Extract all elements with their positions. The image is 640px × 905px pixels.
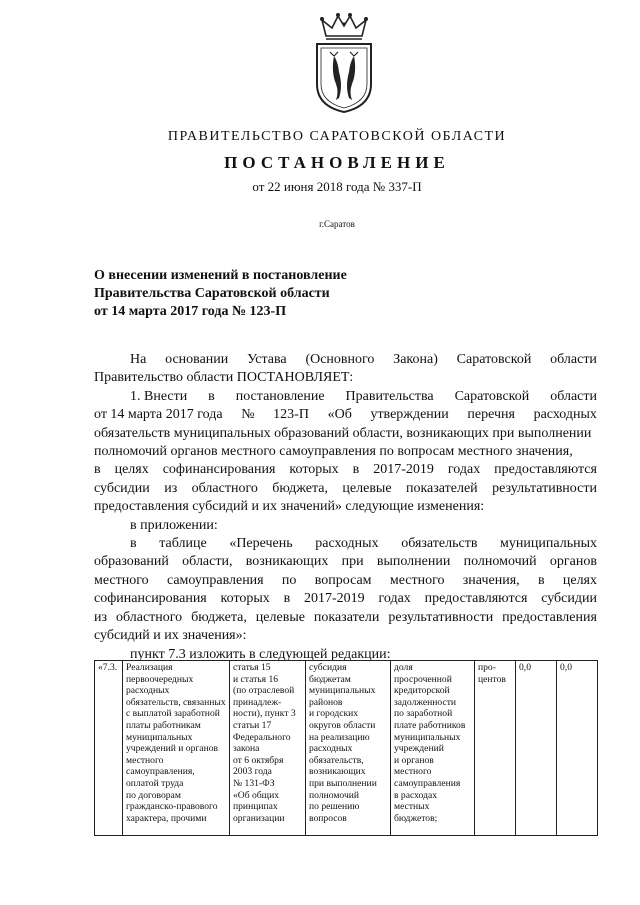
body-line [94,609,597,627]
word: органов [549,554,597,570]
table-cell [557,661,598,836]
word: годах [378,591,411,607]
cell-line: расходных [126,685,170,697]
body-line: субсидий и их значения»: [94,628,247,644]
cell-line: по заработной [394,708,453,720]
body-line [94,535,597,553]
cell-line: и статья 16 [233,673,279,685]
body-line [94,590,597,608]
word: выполнении [376,554,451,570]
word: из [94,609,108,625]
word: в [352,462,360,478]
subject-line: от 14 марта 2017 года № 123-П [94,304,287,319]
word: расходных [315,536,379,552]
word: перечня [467,407,515,423]
word: в [94,462,101,478]
cell-line: учреждений [394,743,444,755]
subject-line: Правительства Саратовской области [94,286,330,301]
cell-line: задолженности [394,696,457,708]
cell-line: организации [233,812,285,824]
cell-line: гражданско-правового [126,801,218,813]
body-line [94,388,597,406]
cell-line: доля [394,662,413,673]
cell-line: в расходах [394,789,438,801]
word: годах [447,462,481,478]
word: области [550,352,597,367]
body-line: предоставления субсидий и их значений» следующие изменения: [94,499,485,515]
word: 1. Внести [130,388,188,404]
document-body [94,351,597,664]
word: целях [114,462,149,478]
word: Правительства [345,388,434,404]
body-line: в приложении: [130,517,218,533]
word: в [208,388,215,404]
word: образований [94,554,169,570]
table-cell [516,661,557,836]
word: которых [220,591,270,607]
cell-line: местного [126,754,164,766]
cell-line: возникающих [309,766,366,778]
cell-line: 2003 года [233,766,272,778]
word: муниципальных [500,536,597,552]
word: при [341,554,364,570]
word: предоставления [502,609,597,625]
cell-line: статьи 17 [233,719,272,731]
word: которых [289,462,339,478]
word: софинансирования [162,462,276,478]
word: Саратовской [454,388,530,404]
word: (Основного [305,352,375,367]
cell-line: полномочий [309,789,360,801]
word: предоставляются [424,591,528,607]
body-line [94,461,597,479]
word: в [537,572,545,588]
word: субсидии [94,480,150,496]
word: обязательств [401,536,478,552]
cell-line: округов области [309,719,376,731]
cell-line: про- [478,662,496,673]
word: самоуправления [166,572,264,588]
cell-line: и органов [394,754,434,766]
cell-line: местных [394,801,430,813]
word: целях [562,572,597,588]
table-cell [306,661,391,836]
cell-line: платы работникам [126,719,201,731]
word: местного [389,572,445,588]
cell-line: Реализация [126,662,173,673]
word: 123-П [273,407,309,423]
table-cell [123,661,230,836]
word: в [130,536,137,552]
word: предоставляются [494,462,597,478]
word: областного [115,609,183,625]
cell-line: субсидия [309,662,347,673]
document-type-title: ПОСТАНОВЛЕНИЕ [224,153,450,172]
cell-line: вопросов [309,812,347,824]
word: На [130,352,147,367]
cell-line: кредиторской [394,685,450,697]
cell-line: просроченной [394,673,452,685]
cell-line: центов [478,673,506,685]
table-cell [391,661,475,836]
word: Устава [247,352,287,367]
cell-line: бюджетов; [394,812,438,824]
document-subject [94,267,414,321]
cell-line: «7.3. [98,662,118,673]
cell-line: от 6 октября [233,754,284,766]
cell-line: закона [233,743,260,755]
cell-line: обязательств, [309,754,364,766]
cell-line: статья 15 [233,662,271,673]
word: в [283,591,291,607]
document-date-number: от 22 июня 2018 года № 337-П [252,179,422,194]
word: показателей [405,480,478,496]
word: по [281,572,297,588]
table-row [95,661,598,836]
cell-line: принципах [233,801,278,813]
word: вопросам [314,572,372,588]
cell-line: самоуправления, [126,766,195,778]
word: расходных [533,407,597,423]
word: № [241,407,255,423]
cell-line: при выполнении [309,777,377,789]
body-line: полномочий органов местного самоуправления по вопросам местного значения, [94,444,573,460]
cell-line: бюджетам [309,673,351,685]
cell-line: обязательств, связанных [126,696,226,708]
word: 2017-2019 [373,462,434,478]
word: основании [165,352,229,367]
word: области, [182,554,233,570]
cell-line: муниципальных [394,731,461,743]
cell-line: самоуправления [394,777,461,789]
word: бюджета, [191,609,247,625]
word: возникающих [245,554,329,570]
table-cell [230,661,306,836]
cell-line: № 131-ФЗ [233,777,275,789]
cell-line: оплатой труда [126,777,184,789]
government-name: ПРАВИТЕЛЬСТВО САРАТОВСКОЙ ОБЛАСТИ [167,129,507,144]
word: полномочий [463,554,537,570]
cell-line: (по отраслевой [233,685,295,697]
body-line: пункт 7.3 изложить в следующей редакции: [130,646,391,662]
body-line [94,553,597,571]
table-cell [475,661,516,836]
body-line [94,572,597,590]
cell-line: учреждений и органов [126,743,219,755]
cell-line: 0,0 [519,662,531,673]
cell-line: и городских [309,708,359,720]
cell-line: плате работников [394,719,466,731]
word: целевые [342,480,392,496]
word: области [550,388,597,404]
cell-line: расходных [309,743,353,755]
cell-line: ности), пункт 3 [233,708,296,720]
word: Саратовской [456,352,532,367]
cell-line: с выплатой заработной [126,708,220,720]
cell-line: по решению [309,801,360,813]
cell-line: на реализацию [309,731,370,743]
word: местного [94,572,149,588]
word: софинансирования [94,591,207,607]
word: постановление [235,388,325,404]
cell-line: муниципальных [309,685,376,697]
body-line [94,406,597,424]
cell-line: принадлеж- [233,696,282,708]
word: показатели [313,609,380,625]
cell-line: муниципальных [126,731,193,743]
table-cell [95,661,123,836]
word: таблице [159,536,207,552]
word: субсидии [541,591,597,607]
saratov-coat-of-arms-emblem [312,12,376,114]
word: «Об [327,407,352,423]
word: результативности [492,480,597,496]
word: «Перечень [229,536,293,552]
cell-line: «Об общих [233,789,280,801]
body-line [94,480,597,498]
word: целевые [255,609,305,625]
cell-line: местного [394,766,432,778]
word: утверждении [370,407,449,423]
document-city: г.Саратов [319,219,355,229]
subject-line: О внесении изменений в постановление [94,268,347,283]
word: от 14 марта 2017 года [94,407,223,423]
cell-line: районов [309,696,343,708]
cell-line: характера, прочими [126,812,207,824]
cell-line: первоочередных [126,673,194,685]
word: 2017-2019 [304,591,365,607]
cell-line: Федерального [233,731,291,743]
word: результативности [388,609,494,625]
body-line: Правительство области ПОСТАНОВЛЯЕТ: [94,370,354,386]
word: областного [191,480,258,496]
body-line [94,351,597,369]
cell-line: 0,0 [560,662,572,673]
body-line: обязательств муниципальных образований области, возникающих при выполнении [94,425,592,441]
word: из [164,480,178,496]
cell-line: по договорам [126,789,181,801]
word: Закона) [393,352,438,367]
amendment-table [94,660,598,836]
word: бюджета, [272,480,328,496]
word: значения, [462,572,520,588]
